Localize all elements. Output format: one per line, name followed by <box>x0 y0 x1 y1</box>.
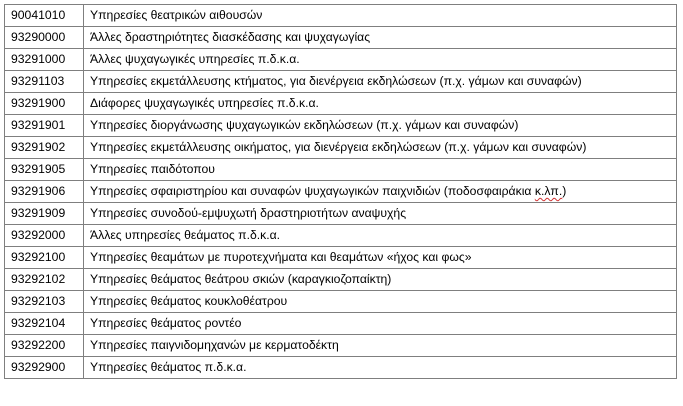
code-cell: 93291905 <box>5 159 84 181</box>
code-cell: 93291902 <box>5 137 84 159</box>
table-row <box>5 5 677 27</box>
description-cell: Υπηρεσίες θεάματος π.δ.κ.α. <box>84 357 677 379</box>
description-cell: Υπηρεσίες θεάματος ροντέο <box>84 313 677 335</box>
description-cell: Διάφορες ψυχαγωγικές υπηρεσίες π.δ.κ.α. <box>84 93 677 115</box>
description-cell: Υπηρεσίες διοργάνωσης ψυχαγωγικών εκδηλώσεων (π.χ. γάμων και συναφών) <box>84 115 677 137</box>
code-cell: 93292104 <box>5 313 84 335</box>
table-row <box>5 27 677 49</box>
activity-codes-table <box>4 4 677 379</box>
code-cell: 93291906 <box>5 181 84 203</box>
description-text: Υπηρεσίες σφαιριστηρίου και συναφών ψυχαγωγικών παιχνιδιών (ποδοσφαιράκια <box>90 184 535 198</box>
description-cell: Υπηρεσίες εκμετάλλευσης οικήματος, για διενέργεια εκδηλώσεων (π.χ. γάμων και συναφών) <box>84 137 677 159</box>
table-row <box>5 335 677 357</box>
description-text-end: ) <box>562 184 567 198</box>
table-row <box>5 115 677 137</box>
code-cell: 93291000 <box>5 49 84 71</box>
description-cell: Υπηρεσίες συνοδού-εμψυχωτή δραστηριοτήτων αναψυχής <box>84 203 677 225</box>
description-cell <box>84 181 677 203</box>
code-cell: 93292103 <box>5 291 84 313</box>
code-cell: 93291901 <box>5 115 84 137</box>
description-cell: Υπηρεσίες θεάματος κουκλοθέατρου <box>84 291 677 313</box>
table-row <box>5 137 677 159</box>
table-row <box>5 71 677 93</box>
code-cell: 93292100 <box>5 247 84 269</box>
description-cell: Υπηρεσίες παιδότοπου <box>84 159 677 181</box>
description-cell: Άλλες υπηρεσίες θεάματος π.δ.κ.α. <box>84 225 677 247</box>
description-cell: Υπηρεσίες θεάματος θεάτρου σκιών (καραγκιοζοπαίκτη) <box>84 269 677 291</box>
table-row <box>5 357 677 379</box>
code-cell: 93291900 <box>5 93 84 115</box>
code-cell: 93291909 <box>5 203 84 225</box>
table-row <box>5 313 677 335</box>
table-row <box>5 247 677 269</box>
code-cell: 93292102 <box>5 269 84 291</box>
description-cell: Υπηρεσίες παιγνιδομηχανών με κερματοδέκτη <box>84 335 677 357</box>
table-row <box>5 291 677 313</box>
code-cell: 93291103 <box>5 71 84 93</box>
spellcheck-flagged-text: κ.λπ. <box>534 184 563 198</box>
table-row <box>5 181 677 203</box>
code-cell: 93292000 <box>5 225 84 247</box>
table-row <box>5 269 677 291</box>
table-row <box>5 203 677 225</box>
code-cell: 90041010 <box>5 5 84 27</box>
description-cell: Άλλες δραστηριότητες διασκέδασης και ψυχαγωγίας <box>84 27 677 49</box>
description-cell: Υπηρεσίες εκμετάλλευσης κτήματος, για διενέργεια εκδηλώσεων (π.χ. γάμων και συναφών) <box>84 71 677 93</box>
description-cell: Υπηρεσίες θεατρικών αιθουσών <box>84 5 677 27</box>
code-cell: 93292200 <box>5 335 84 357</box>
description-cell: Υπηρεσίες θεαμάτων με πυροτεχνήματα και θεαμάτων «ήχος και φως» <box>84 247 677 269</box>
description-cell: Άλλες ψυχαγωγικές υπηρεσίες π.δ.κ.α. <box>84 49 677 71</box>
table-row <box>5 225 677 247</box>
table-row <box>5 159 677 181</box>
code-cell: 93292900 <box>5 357 84 379</box>
code-cell: 93290000 <box>5 27 84 49</box>
table-row <box>5 93 677 115</box>
table-row <box>5 49 677 71</box>
